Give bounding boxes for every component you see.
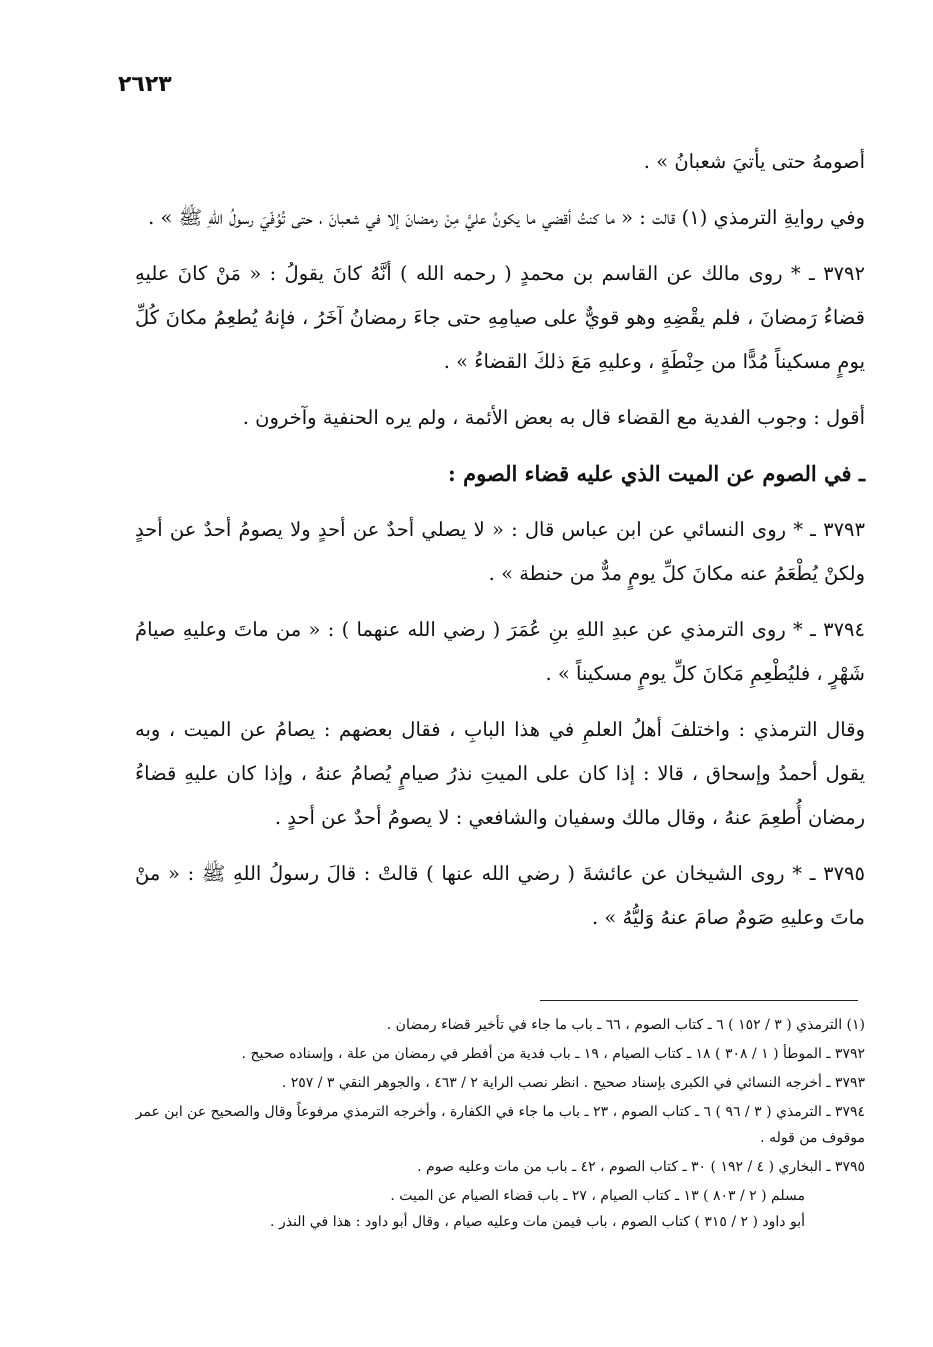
footnote: ٣٧٩٢ ـ الموطأ ( ١ / ٣٠٨ ) ١٨ ـ كتاب الصيام ، ١٩ ـ باب فدية من أفطر في رمضان من علة ، وإسناده صحيح . <box>241 1046 865 1062</box>
paragraph: أقول : وجوب الفدية مع القضاء قال به بعض الأئمة ، ولم يره الحنفية وآخرون . <box>242 406 865 429</box>
footnote: ٣٧٩٥ ـ البخاري ( ٤ / ١٩٢ ) ٣٠ ـ كتاب الصوم ، ٤٢ ـ باب من مات وعليه صوم . <box>417 1159 865 1175</box>
footnote: (١) الترمذي ( ٣ / ١٥٢ ) ٦ ـ كتاب الصوم ، ٦٦ ـ باب ما جاء في تأخير قضاء رمضان . <box>386 1017 865 1033</box>
paragraph: أصومهُ حتى يأتيَ شعبانُ » . <box>643 150 865 173</box>
footnote-continuation: أبو داود ( ٢ / ٣١٥ ) كتاب الصوم ، باب فيمن مات وعليه صيام ، وقال أبو داود : هذا في النذر . <box>270 1214 805 1230</box>
paragraph: ٣٧٩٢ ـ * روى مالك عن القاسم بن محمدٍ ( رحمه الله ) أنَّهُ كانَ يقولُ : « مَنْ كانَ عليهِ قضاءُ رَمضانَ ، فلم يقْضِهِ وهو قويٌّ على صيامِهِ حتى جاءَ رمضانُ آخَرُ ، فإنهُ يُطعِمُ مكانَ كُلِّ يومٍ مسكيناً مُدًّا من حِنْطَةٍ ، وعليهِ مَعَ ذلكَ القضاءُ » . <box>135 262 865 373</box>
paragraph: وفي روايةِ الترمذي (١) قالت : « ما كنتُ أقضي ما يكونُ عليَّ مِنْ رمضانَ إلا في شعبانَ ، حتى تُوُفّيَ رسولُ اللهِ ﷺ » . <box>148 206 865 229</box>
footnote: ٣٧٩٣ ـ أخرجه النسائي في الكبرى بإسناد صحيح . انظر نصب الراية ٢ / ٤٦٣ ، والجوهر النقي ٣ / ٢٥٧ . <box>281 1075 865 1091</box>
paragraph: وقال الترمذي : واختلفَ أهلُ العلمِ في هذا البابِ ، فقال بعضهم : يصامُ عن الميت ، وبه يقول أحمدُ وإسحاق ، قالا : إذا كان على الميتِ نذرُ صيامٍ يُصامُ عنهُ ، وإذا كان عليهِ قضاءُ رمضان أُطعِمَ عنهُ ، وقال مالك وسفيان والشافعي : لا يصومُ أحدٌ عن أحدٍ . <box>135 718 865 829</box>
footnote-continuation: مسلم ( ٢ / ٨٠٣ ) ١٣ ـ كتاب الصيام ، ٢٧ ـ باب قضاء الصيام عن الميت . <box>390 1188 805 1204</box>
footnote: ٣٧٩٤ ـ الترمذي ( ٣ / ٩٦ ) ٦ ـ كتاب الصوم ، ٢٣ ـ باب ما جاء في الكفارة ، وأخرجه الترمذي مرفوعاً وقال والصحيح عن ابن عمر موقوف من قوله . <box>135 1104 865 1146</box>
footnotes <box>130 1012 865 1235</box>
paragraph: ٣٧٩٤ ـ * روى الترمذي عن عبدِ اللهِ بنِ عُمَرَ ( رضي الله عنهما ) : « من ماتَ وعليهِ صيامُ شَهْرٍ ، فليُطْعِمِ مَكانَ كلِّ يومٍ مسكيناً » . <box>135 618 865 685</box>
paragraph: ٣٧٩٣ ـ * روى النسائي عن ابن عباس قال : « لا يصلي أحدٌ عن أحدٍ ولا يصومُ أحدٌ عن أحدٍ ولكنْ يُطْعَمُ عنه مكانَ كلِّ يومٍ مدٌّ من حنطة » . <box>135 518 865 585</box>
footnote-divider <box>540 1000 858 1001</box>
main-text <box>135 140 865 952</box>
section-heading: ـ في الصوم عن الميت الذي عليه قضاء الصوم : <box>448 461 865 486</box>
page-number: ٢٦٢٣ <box>118 72 172 97</box>
paragraph: ٣٧٩٥ ـ * روى الشيخان عن عائشةَ ( رضي الله عنها ) قالتْ : قالَ رسولُ اللهِ ﷺ : « منْ ماتَ وعليهِ صَومٌ صامَ عنهُ وَليُّهُ » . <box>135 862 865 929</box>
